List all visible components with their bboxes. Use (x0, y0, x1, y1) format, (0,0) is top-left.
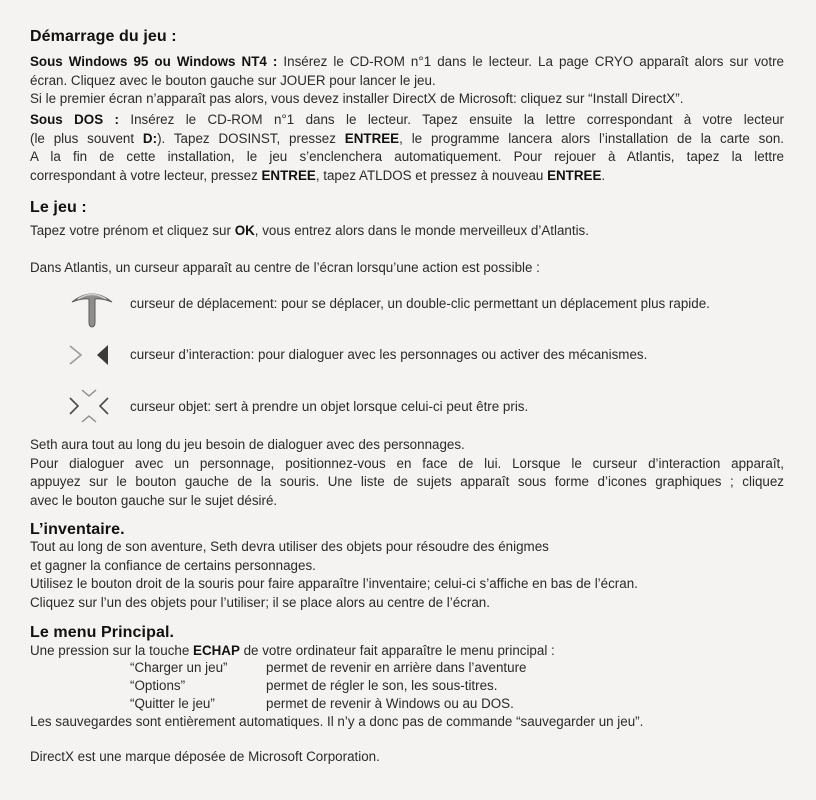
interaction-cursor-icon (68, 343, 112, 367)
dos-instructions: Sous DOS : Insérez le CD-ROM n°1 dans le lecteur. Tapez ensuite la lettre correspondant à votre lecteur (le plus souvent D:). Tapez DOSINST, pressez ENTREE, le programme lancera alors l’installation de la carte son. A la fin de cette installation, le jeu s’enclenchera automatiquement. Pour rejouer à Atlantis, tapez la lettre correspondant à votre lecteur, pressez ENTREE, tapez ATLDOS et pressez à nouveau ENTREE. (30, 112, 785, 183)
menu-option-row (0, 678, 816, 696)
object-cursor-icon (66, 386, 112, 426)
menu-intro: Une pression sur la touche ECHAP de votre ordinateur fait apparaître le menu principal : (30, 643, 555, 658)
inventory-heading: L’inventaire. (30, 521, 125, 538)
cursor-intro: Dans Atlantis, un curseur apparaît au centre de l’écran lorsqu’une action est possible : (30, 260, 540, 275)
menu-heading: Le menu Principal. (30, 624, 175, 641)
saves-note: Les sauvegardes sont entièrement automatiques. Il n’y a donc pas de commande “sauvegarder un jeu”. (30, 714, 644, 729)
game-intro: Tapez votre prénom et cliquez sur OK, vous entrez alors dans le monde merveilleux d’Atlantis. (30, 223, 589, 238)
menu-option-label: “Options” (130, 678, 186, 693)
inventory-paragraph: Tout au long de son aventure, Seth devra utiliser des objets pour résoudre des énigmes et gagner la confiance de certains personnages. Utilisez le bouton droit de la souris pour faire apparaître l’inventaire; celui-ci s’affiche en bas de l’écran. Cliquez sur l’un des objets pour l’utiliser; il se place alors au centre de l’écran. (30, 539, 638, 610)
windows-label: Sous Windows 95 ou Windows NT4 : (30, 54, 278, 69)
interaction-cursor-description: curseur d’interaction: pour dialoguer avec les personnages ou activer des mécanismes. (130, 347, 648, 362)
trademark-note: DirectX est une marque déposée de Microsoft Corporation. (30, 749, 380, 764)
menu-option-label: “Charger un jeu” (130, 660, 228, 675)
startup-heading: Démarrage du jeu : (30, 28, 177, 45)
menu-option-description: permet de régler le son, les sous-titres. (266, 678, 498, 693)
move-cursor-description: curseur de déplacement: pour se déplacer, un double-clic permettant un déplacement plus rapide. (130, 296, 710, 311)
dialog-paragraph: Seth aura tout au long du jeu besoin de dialoguer avec des personnages. Pour dialoguer avec un personnage, positionnez-vous en face de lui. Lorsque le curseur d’interaction apparaît, appuyez sur le bouton gauche de la souris. Une liste de sujets apparaît sous forme d’icones graphiques ; cliquez avec le bouton gauche sur le sujet désiré. (30, 437, 784, 508)
move-cursor-icon (68, 284, 116, 330)
game-heading: Le jeu : (30, 199, 87, 216)
menu-option-row (0, 696, 816, 714)
menu-option-row (0, 660, 816, 678)
windows-instructions: Sous Windows 95 ou Windows NT4 : Insérez le CD-ROM n°1 dans le lecteur. La page CRYO apparaît alors sur votre écran. Cliquez avec le bouton gauche sur JOUER pour lancer le jeu. Si le premier écran n’apparaît pas alors, vous devez installer DirectX de Microsoft: cliquez sur “Install DirectX”. (30, 54, 784, 106)
dos-label: Sous DOS : (30, 112, 119, 127)
menu-option-label: “Quitter le jeu” (130, 696, 215, 711)
menu-option-description: permet de revenir en arrière dans l’aventure (266, 660, 527, 675)
menu-option-description: permet de revenir à Windows ou au DOS. (266, 696, 514, 711)
object-cursor-description: curseur objet: sert à prendre un objet lorsque celui-ci peut être pris. (130, 399, 529, 414)
